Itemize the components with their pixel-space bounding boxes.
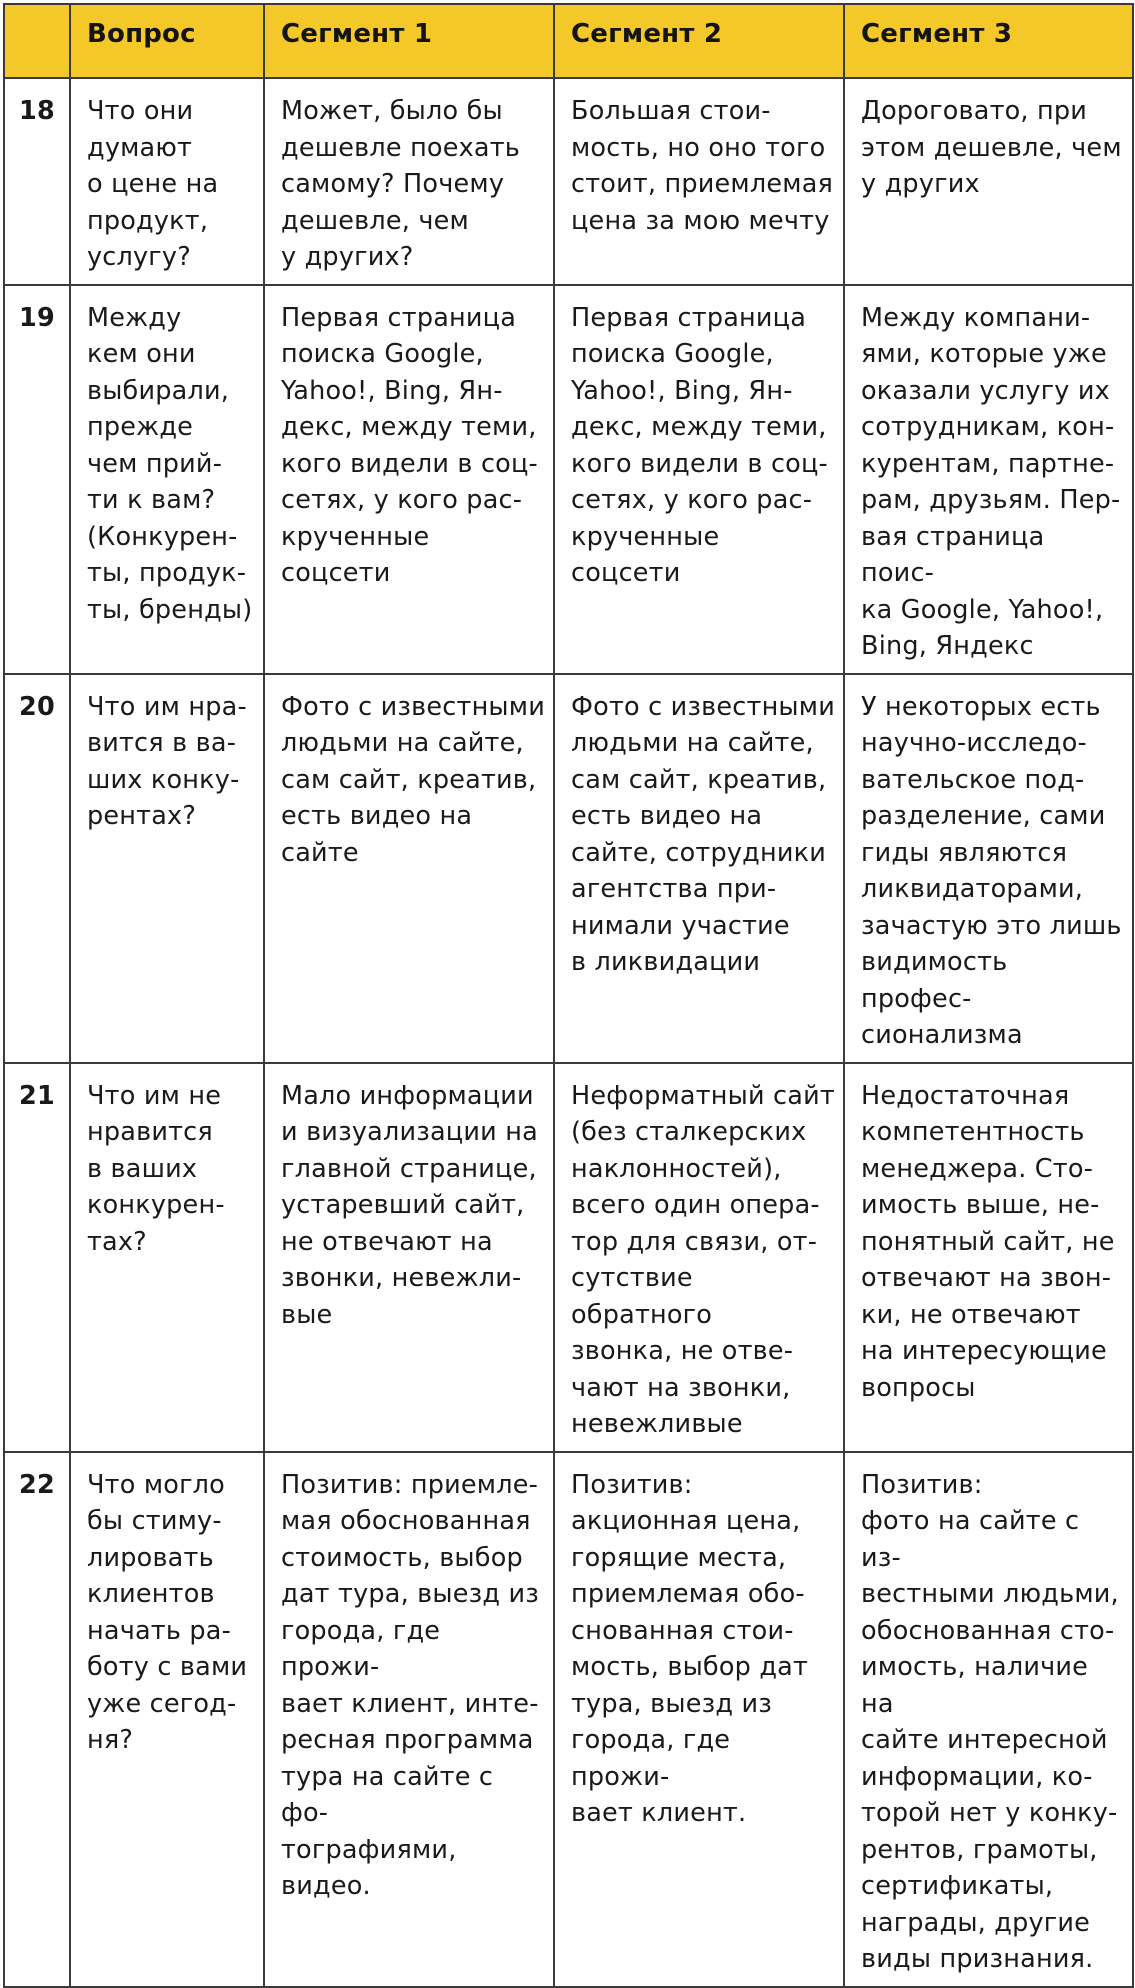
segment-1-cell: Первая страница поиска Google, Yahoo!, Bing, Ян- декс, между теми, кого видели в соц- сетях, у кого рас- крученные соцсети <box>264 285 554 674</box>
row-number: 20 <box>4 674 70 1063</box>
segment-3-cell: Дороговато, при этом дешевле, чем у других <box>844 78 1133 285</box>
segment-3-cell: Позитив: фото на сайте с из- вестными людьми, обоснованная сто- имость, наличие на сайте интересной информации, ко- торой нет у конку- рентов, грамоты, сертификаты, награды, другие виды признания. <box>844 1452 1133 1987</box>
header-segment-2: Сегмент 2 <box>554 4 844 78</box>
question-cell: Что могло бы стиму- лировать клиентов начать ра- боту с вами уже сегод- ня? <box>70 1452 264 1987</box>
table-row <box>4 78 1133 285</box>
segment-2-cell: Позитив: акционная цена, горящие места, приемлемая обо- снованная стои- мость, выбор дат тура, выезд из города, где прожи- вает клиент. <box>554 1452 844 1987</box>
header-question: Вопрос <box>70 4 264 78</box>
segment-3-cell: У некоторых есть научно-исследо- вательское под- разделение, сами гиды являются ликвидаторами, зачастую это лишь видимость профес- сионализма <box>844 674 1133 1063</box>
question-cell: Что им не нравится в ваших конкурен- тах? <box>70 1063 264 1452</box>
segments-table <box>3 3 1134 1988</box>
header-segment-3: Сегмент 3 <box>844 4 1133 78</box>
header-segment-1: Сегмент 1 <box>264 4 554 78</box>
table-header-row <box>4 4 1133 78</box>
table-row <box>4 285 1133 674</box>
segment-2-cell: Неформатный сайт (без сталкерских наклонностей), всего один опера- тор для связи, от- сутствие обратного звонка, не отве- чают на звонки, невежливые <box>554 1063 844 1452</box>
segment-3-cell: Между компани- ями, которые уже оказали услугу их сотрудникам, кон- курентам, партне- рам, друзьям. Пер- вая страница поис- ка Google, Yahoo!, Bing, Яндекс <box>844 285 1133 674</box>
segment-1-cell: Может, было бы дешевле поехать самому? Почему дешевле, чем у других? <box>264 78 554 285</box>
segment-2-cell: Фото с известными людьми на сайте, сам сайт, креатив, есть видео на сайте, сотрудники агентства при- нимали участие в ликвидации <box>554 674 844 1063</box>
segment-1-cell: Фото с известными людьми на сайте, сам сайт, креатив, есть видео на сайте <box>264 674 554 1063</box>
table-row <box>4 1452 1133 1987</box>
row-number: 19 <box>4 285 70 674</box>
question-cell: Что им нра- вится в ва- ших конку- рентах? <box>70 674 264 1063</box>
table-row <box>4 1063 1133 1452</box>
segment-3-cell: Недостаточная компетентность менеджера. Сто- имость выше, не- понятный сайт, не отвечают на звон- ки, не отвечают на интересующие вопросы <box>844 1063 1133 1452</box>
question-cell: Между кем они выбирали, прежде чем прий- ти к вам? (Конкурен- ты, продук- ты, бренды) <box>70 285 264 674</box>
segment-2-cell: Большая стои- мость, но оно того стоит, приемлемая цена за мою мечту <box>554 78 844 285</box>
row-number: 21 <box>4 1063 70 1452</box>
table-row <box>4 674 1133 1063</box>
segment-1-cell: Мало информации и визуализации на главной странице, устаревший сайт, не отвечают на звонки, невежли- вые <box>264 1063 554 1452</box>
segment-1-cell: Позитив: приемле- мая обоснованная стоимость, выбор дат тура, выезд из города, где прожи- вает клиент, инте- ресная программа тура на сайте с фо- тографиями, видео. <box>264 1452 554 1987</box>
question-cell: Что они думают о цене на продукт, услугу? <box>70 78 264 285</box>
row-number: 22 <box>4 1452 70 1987</box>
header-number <box>4 4 70 78</box>
row-number: 18 <box>4 78 70 285</box>
segment-2-cell: Первая страница поиска Google, Yahoo!, Bing, Ян- декс, между теми, кого видели в соц- сетях, у кого рас- крученные соцсети <box>554 285 844 674</box>
